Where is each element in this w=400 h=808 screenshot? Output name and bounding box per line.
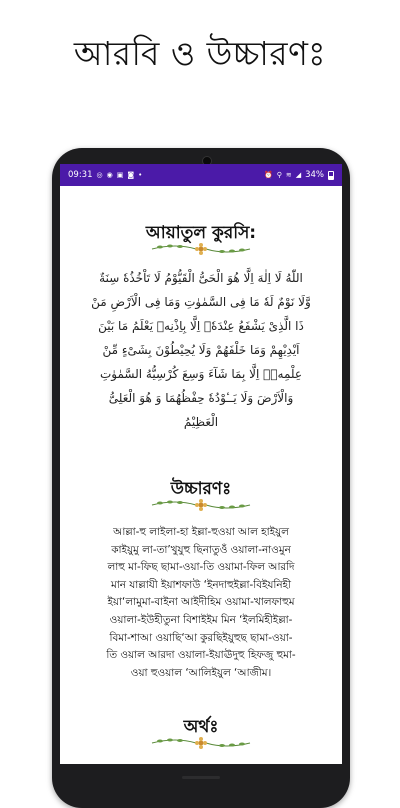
- pronunciation-text: [74, 524, 328, 682]
- meaning-heading: অর্থঃ: [183, 717, 219, 737]
- alarm-icon: ⏰: [263, 171, 273, 179]
- section-title: আয়াতুল কুরসি:: [145, 223, 257, 243]
- phone-chin: [182, 776, 220, 779]
- arabic-text: [74, 266, 328, 434]
- dot-icon: •: [138, 171, 143, 179]
- arabic-line: ذَا الَّذِیْ یَشْفَعُ عِنْدَهٗۤ اِلَّا بِاِذْنِهٖ یَعْلَمُ مَا بَیْنَ: [98, 319, 304, 333]
- pronunciation-line: ওয়া হুওয়াল ‘আলিইয়ুল ‘আজীম।: [130, 666, 272, 679]
- phone-screen: [60, 164, 342, 764]
- pronunciation-line: লাহু মা-ফিছ ছামা-ওয়া-তি ওয়ামা-ফিল আরদি: [107, 561, 295, 574]
- battery-percent: 34%: [305, 170, 324, 180]
- phone-frame: [52, 148, 350, 808]
- status-time: 09:31: [68, 170, 93, 180]
- pronunciation-line: বিমা-শাআ ওয়াছি‘আ কুরছিইয়ুহুছ ছামা-ওয়া-: [109, 631, 293, 644]
- location-icon: ⚲: [276, 171, 282, 179]
- pronunciation-line: তি ওয়াল আরদা ওয়ালা-ইয়াঊদুহু হিফজু হুমা-: [106, 649, 296, 662]
- arabic-line: عِلْمِهٖۤ اِلَّا بِمَا شَآءَ وَسِعَ كُرْسِیُّهُ السَّمٰوٰتِ: [99, 367, 303, 381]
- arabic-line: اَیْدِیْهِمْ وَمَا خَلْفَهُمْ وَلَا یُحِیْطُوْنَ بِشَیْءٍ مِّنْ: [102, 343, 300, 357]
- signal-icon: ◢: [295, 171, 302, 179]
- status-bar: [60, 164, 342, 186]
- ornament-divider: [148, 736, 254, 750]
- pronunciation-heading: উচ্চারণঃ: [170, 479, 232, 499]
- arabic-line: الْعَظِیْمُ: [183, 415, 219, 429]
- ornament-divider: [148, 242, 254, 256]
- pronunciation-line: ইয়া‘লামুমা-বাইনা আইদীহিম ওয়ামা-খালফাহুম: [107, 596, 295, 609]
- notification-icon: ◉: [106, 171, 113, 179]
- pronunciation-line: মান যাল্লাযী ইয়াশফাউ ‘ইনদাহুইল্লা-বিইযনিহী: [111, 578, 291, 591]
- promo-title: আরবি ও উচ্চারণঃ: [73, 34, 327, 73]
- arabic-line: اللّٰهُ لَا اِلٰهَ اِلَّا هُوَ الْحَیُّ الْقَیُّوْمُ لَا تَاْخُذُهٗ سِنَةٌ: [99, 271, 303, 285]
- arabic-line: وَالْاَرْضَ وَلَا یَــٔوْدُهٗ حِفْظُهُمَا وَ هُوَ الْعَلِیُّ: [108, 391, 294, 405]
- arabic-line: وَّلَا نَوْمٌ لَهٗ مَا فِی السَّمٰوٰتِ وَمَا فِی الْاَرْضِ مَنْ: [91, 295, 311, 309]
- battery-icon: [328, 171, 334, 180]
- pronunciation-line: কাইয়ুমু লা-তা’খুযুহু ছিনাতুওঁ ওয়ালা-নাওমুন: [111, 543, 291, 556]
- sync-icon: ◎: [96, 171, 103, 179]
- instagram-icon: ◙: [127, 171, 135, 179]
- image-icon: ▣: [116, 171, 124, 179]
- ornament-divider: [148, 498, 254, 512]
- wifi-icon: ≋: [285, 171, 292, 179]
- pronunciation-line: ওয়ালা-ইউহীতুনা বিশাইইম মিন ‘ইলমিহীইল্লা-: [109, 613, 293, 626]
- content-area[interactable]: [60, 186, 342, 764]
- pronunciation-line: আল্লা-হু লাইলা-হা ইল্লা-হুওয়া আল হাইয়ুল: [113, 526, 289, 538]
